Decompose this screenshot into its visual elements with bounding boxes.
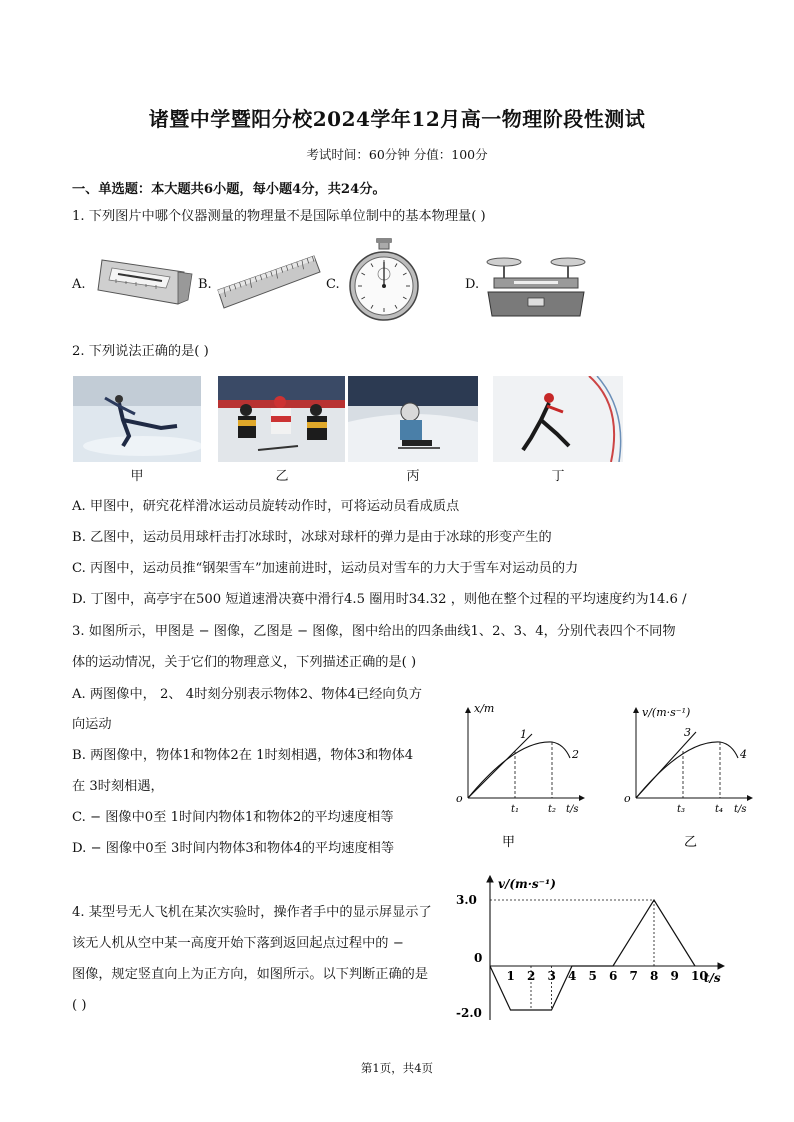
q4-stem-line2: 该无人机从空中某一高度开始下落到返回起点过程中的 − [72, 936, 404, 951]
xt-ylabel: x/m [474, 702, 495, 715]
q4-xtick-4: 4 [568, 969, 577, 983]
q2-option-c: C. 丙图中，运动员推“钢架雪车”加速前进时，运动员对雪车的力大于雪车对运动员的力 [72, 561, 579, 576]
q4-velocity-series [490, 900, 695, 1010]
skeleton-sled-photo [348, 376, 478, 462]
spring-scale-image [96, 248, 196, 310]
q1-option-c: C. [326, 277, 340, 292]
q4-xtick-6: 6 [609, 969, 618, 983]
vt-tick-t3: t₃ [677, 804, 686, 815]
q4-ylabel: v/(m·s⁻¹) [498, 877, 556, 891]
photo-caption-ding: 丁 [551, 469, 565, 484]
stopwatch-image [346, 238, 422, 322]
photo-caption-yi: 乙 [275, 469, 289, 484]
q4-xtick-1: 1 [506, 969, 515, 983]
exam-info: 考试时间：60分钟 分值：100分 [306, 147, 488, 162]
xt-tick-t1: t₁ [511, 804, 520, 815]
vt-caption: 乙 [684, 835, 698, 850]
q3-option-c: C. − 图像中0至 1时间内物体1和物体2的平均速度相等 [72, 810, 394, 825]
q3-stem-line2: 体的运动情况，关于它们的物理意义，下列描述正确的是( ) [72, 655, 417, 670]
q4-ytick-neg2: -2.0 [456, 1006, 482, 1020]
figure-skating-photo [73, 376, 201, 462]
ruler-image [214, 250, 322, 312]
vt-graph [620, 700, 770, 855]
q2-option-a: A. 甲图中，研究花样滑冰运动员旋转动作时，可将运动员看成质点 [72, 499, 460, 514]
xt-caption: 甲 [502, 835, 516, 850]
q3-option-a-line2: 向运动 [72, 717, 112, 732]
q1-option-a: A. [72, 277, 86, 292]
balance-scale-image [484, 248, 588, 322]
q4-stem-line4: ( ) [72, 998, 87, 1013]
q4-stem-line3: 图像，规定竖直向上为正方向，如图所示。以下判断正确的是 [72, 967, 429, 982]
drone-vt-graph [452, 868, 732, 1028]
q4-xtick-2: 2 [527, 969, 536, 983]
ice-hockey-photo [218, 376, 345, 462]
vt-xlabel: t/s [734, 804, 747, 815]
xt-origin: o [456, 792, 463, 805]
q3-option-a-line1: A. 两图像中， 2、 4时刻分别表示物体2、物体4已经向负方 [72, 687, 422, 702]
speed-skating-photo [493, 376, 623, 462]
q4-xtick-8: 8 [650, 969, 659, 983]
page-title: 诸暨中学暨阳分校2024学年12月高一物理阶段性测试 [148, 107, 646, 131]
q4-xtick-10: 10 [691, 969, 708, 983]
q4-stem-line1: 4. 某型号无人飞机在某次实验时，操作者手中的显示屏显示了 [72, 905, 432, 920]
q2-option-b: B. 乙图中，运动员用球杆击打冰球时，冰球对球杆的弹力是由于冰球的形变产生的 [72, 530, 552, 545]
q1-stem: 1. 下列图片中哪个仪器测量的物理量不是国际单位制中的基本物理量( ) [72, 209, 486, 224]
photo-caption-bing: 丙 [406, 469, 420, 484]
q4-xtick-9: 9 [670, 969, 679, 983]
q1-option-b: B. [198, 277, 212, 292]
q2-option-d: D. 丁图中，高亭宇在500 短道速滑决赛中滑行4.5 圈用时34.32 ，则他在整个过程的平均速度约为14.6 / [72, 592, 687, 607]
section-heading: 一、单选题：本大题共6小题，每小题4分，共24分。 [72, 182, 386, 197]
xt-tick-t2: t₂ [548, 804, 557, 815]
xt-graph [452, 700, 592, 855]
q4-xtick-7: 7 [629, 969, 638, 983]
xt-curve-1-label: 1 [520, 728, 527, 741]
q3-option-b-line2: 在 3时刻相遇， [72, 779, 164, 794]
vt-tick-t4: t₄ [715, 804, 724, 815]
q2-stem: 2. 下列说法正确的是( ) [72, 344, 209, 359]
q4-ytick-3: 3.0 [456, 893, 477, 907]
q3-stem-line1: 3. 如图所示，甲图是 − 图像，乙图是 − 图像，图中给出的四条曲线1、2、3、4，分别代表四个不同物 [72, 624, 676, 639]
photo-caption-jia: 甲 [130, 469, 144, 484]
q1-option-d: D. [465, 277, 480, 292]
q4-xlabel: t/s [704, 971, 721, 985]
q4-xtick-5: 5 [588, 969, 597, 983]
vt-curve-3-label: 3 [684, 726, 691, 739]
vt-curve-4-label: 4 [740, 748, 747, 761]
xt-curve-2-label: 2 [572, 748, 579, 761]
vt-origin: o [624, 792, 631, 805]
q4-ytick-0: 0 [474, 951, 483, 965]
page-footer: 第1页，共4页 [360, 1061, 434, 1075]
q3-option-b-line1: B. 两图像中，物体1和物体2在 1时刻相遇，物体3和物体4 [72, 748, 414, 763]
xt-xlabel: t/s [566, 804, 579, 815]
q4-xtick-3: 3 [547, 969, 556, 983]
q3-option-d: D. − 图像中0至 3时间内物体3和物体4的平均速度相等 [72, 841, 395, 856]
vt-ylabel: v/(m·s⁻¹) [642, 706, 691, 719]
